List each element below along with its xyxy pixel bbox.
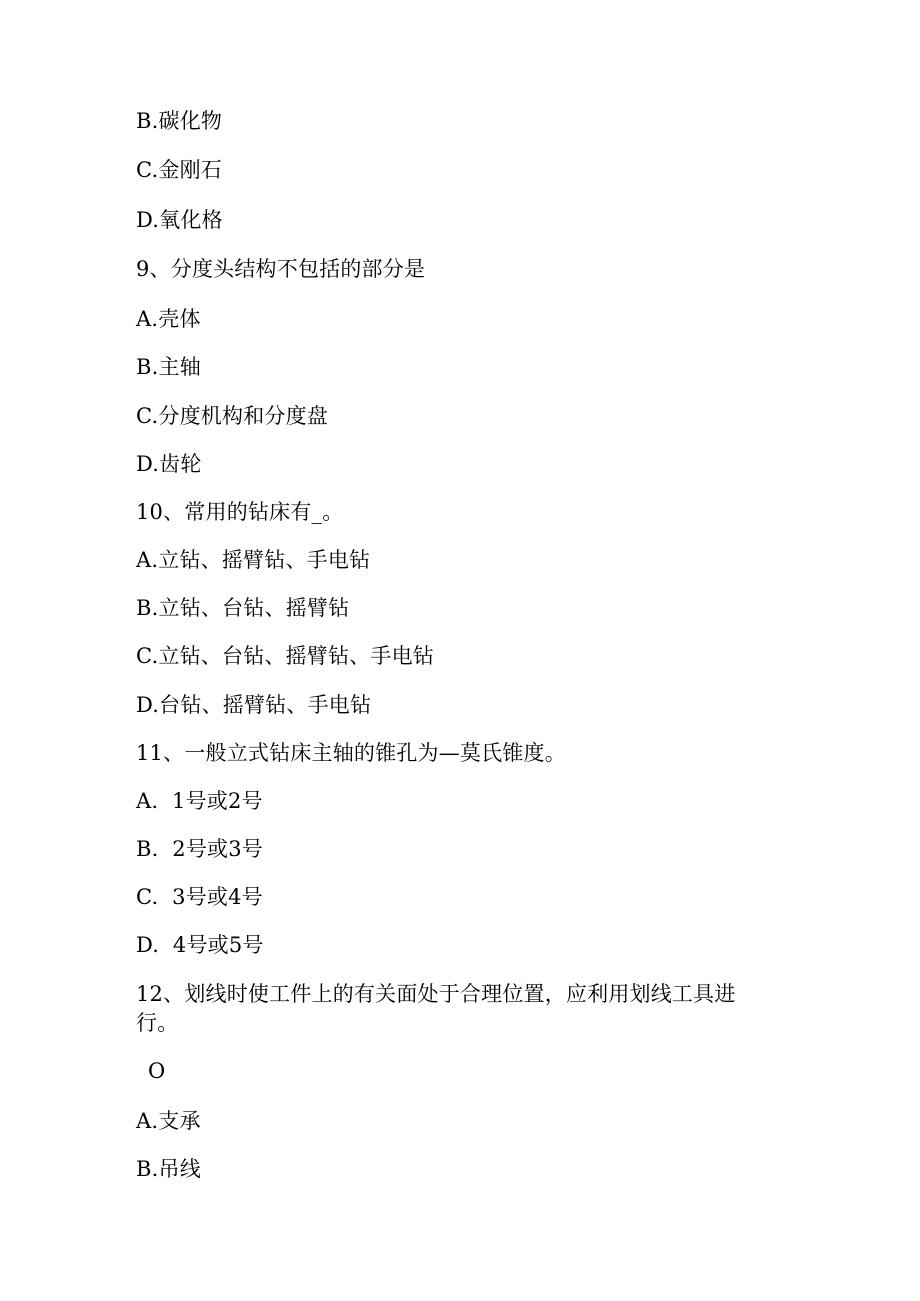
question-12: 12、划线时使工件上的有关面处于合理位置，应利用划线工具进行。 [136,982,736,1035]
option-d-oxide: D.氧化格 [136,208,223,232]
question-9: 9、分度头结构不包括的部分是 [136,257,426,281]
q12-answer-blank: O [148,1059,166,1083]
q10-option-a: A.立钻、摇臂钻、手电钻 [136,548,371,572]
question-11: 11、一般立式钻床主轴的锥孔为—莫氏锥度。 [136,741,566,765]
q11-option-a: A. 1号或2号 [136,789,263,813]
q10-option-b: B.立钻、台钻、摇臂钻 [136,596,350,620]
q12-option-a: A.支承 [136,1109,201,1133]
question-10: 10、常用的钻床有_。 [136,500,344,524]
q10-option-d: D.台钻、摇臂钻、手电钻 [136,693,372,717]
q11-option-d: D. 4号或5号 [136,933,264,957]
q9-option-b: B.主轴 [136,355,201,379]
option-b-carbide: B.碳化物 [136,109,223,133]
q11-option-c: C. 3号或4号 [136,885,263,909]
q9-option-d: D.齿轮 [136,452,202,476]
q9-option-a: A.壳体 [136,307,201,331]
q10-option-c: C.立钻、台钻、摇臂钻、手电钻 [136,644,434,668]
q12-option-b: B.吊线 [136,1157,201,1181]
q11-option-b: B. 2号或3号 [136,837,263,861]
q9-option-c: C.分度机构和分度盘 [136,404,328,428]
option-c-diamond: C.金刚石 [136,158,222,182]
